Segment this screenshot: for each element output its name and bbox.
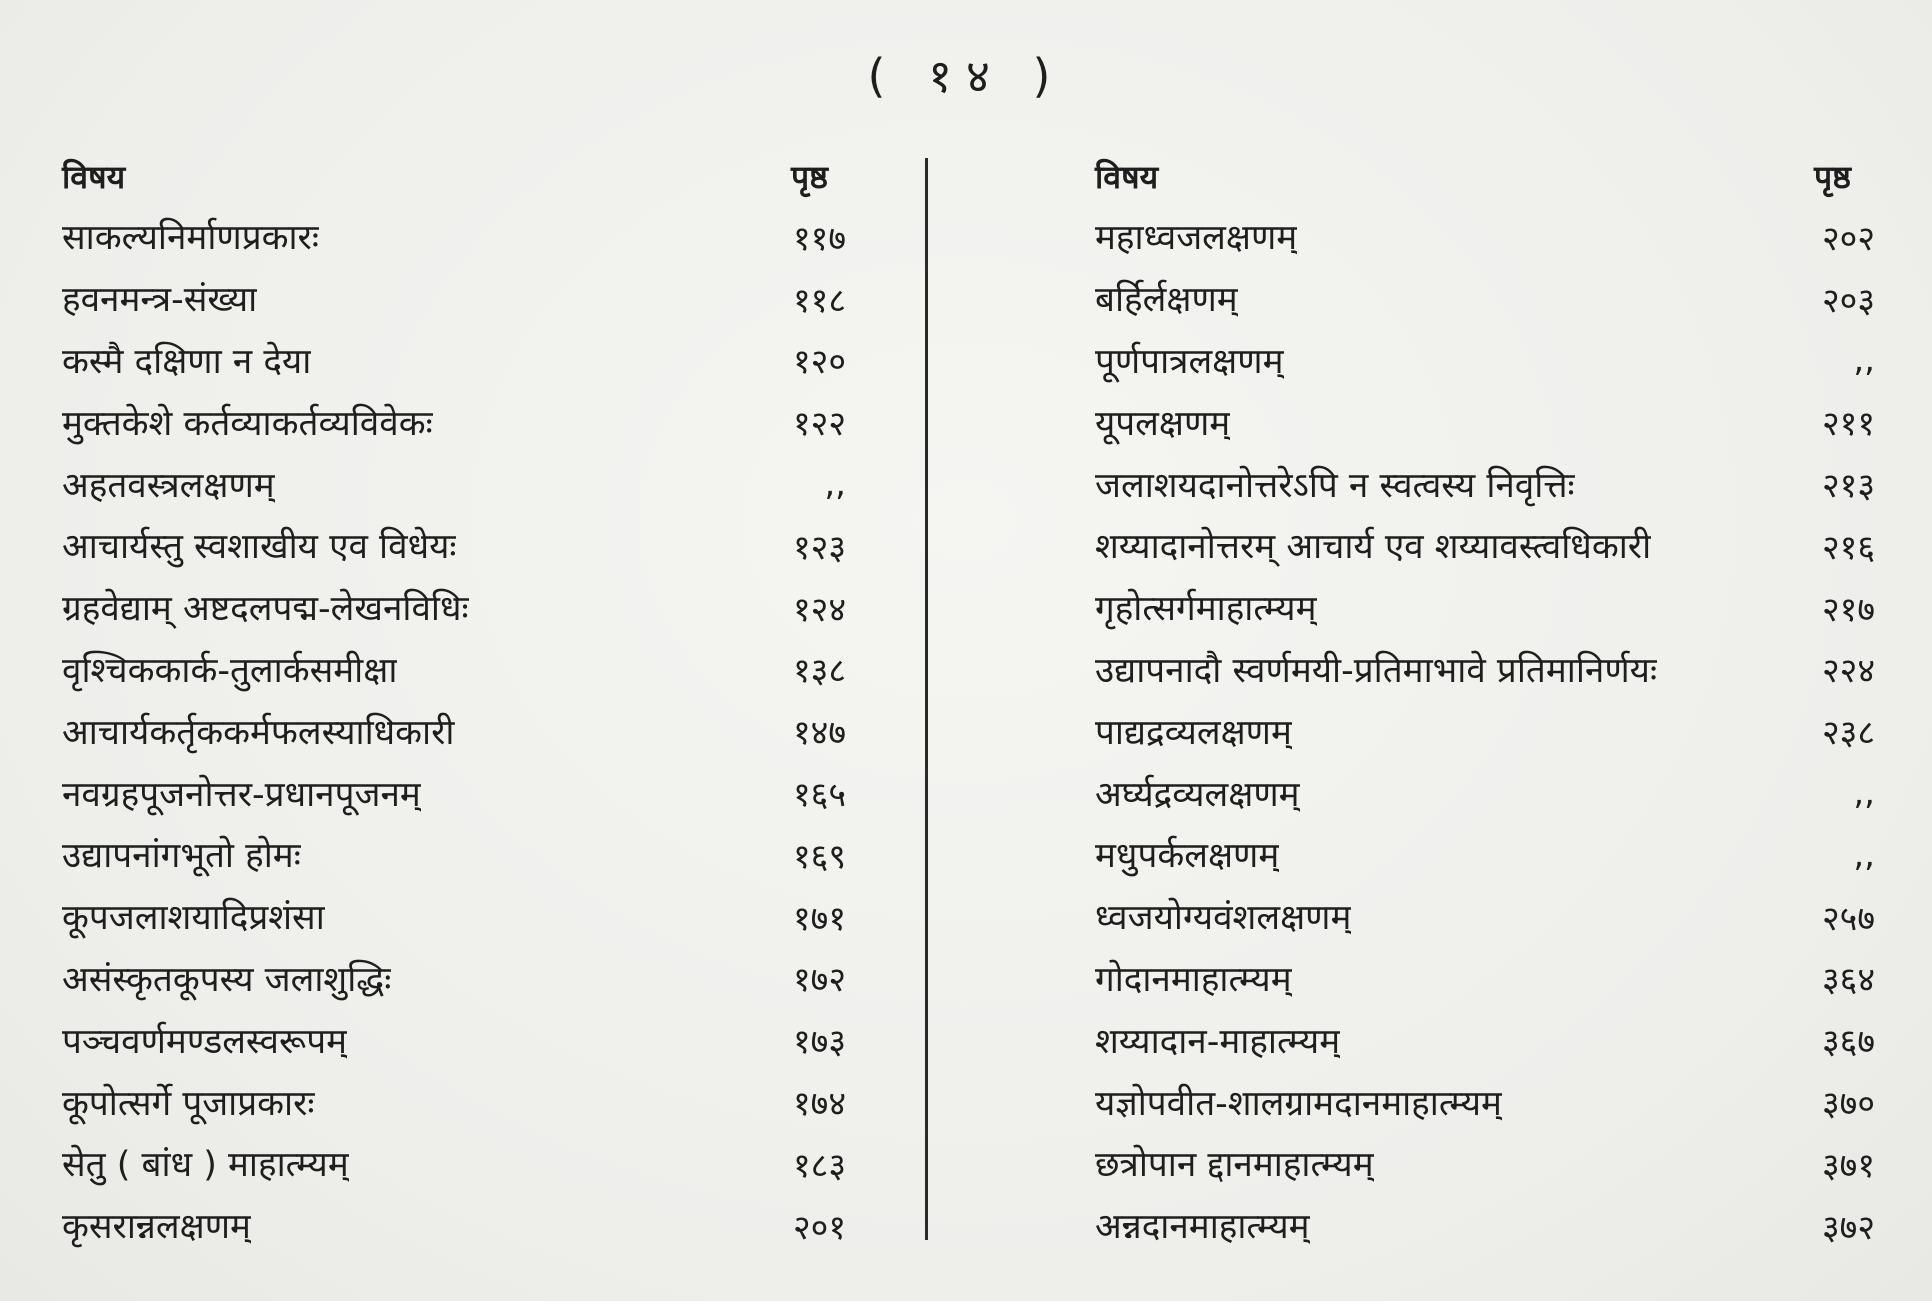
entry-topic: शय्यादानोत्तरम् आचार्य एव शय्यावस्त्वधिकारी <box>1095 527 1652 568</box>
entry-topic: यूपलक्षणम् <box>1095 403 1231 444</box>
entry-topic: अर्घ्यद्रव्यलक्षणम् <box>1095 774 1300 815</box>
contents-entry <box>62 1195 852 1257</box>
entry-topic: सेतु ( बांध ) माहात्म्यम् <box>62 1145 349 1186</box>
contents-entry <box>62 206 852 268</box>
contents-entry <box>62 639 852 701</box>
contents-entry <box>1095 762 1875 824</box>
contents-entry <box>62 391 852 453</box>
entry-topic: बर्हिर्लक्षणम् <box>1095 280 1238 321</box>
entry-page-number: २१६ <box>1821 527 1875 568</box>
contents-entry <box>1095 1133 1875 1195</box>
entry-topic: गृहोत्सर्गमाहात्म्यम् <box>1095 589 1317 630</box>
entry-page-number: २१३ <box>1821 466 1875 507</box>
entry-page-number: १२४ <box>792 589 846 630</box>
contents-entry <box>1095 206 1875 268</box>
entry-page-number: २५७ <box>1821 898 1875 939</box>
entry-page-number: १२२ <box>792 404 846 445</box>
entry-topic: नवग्रहपूजनोत्तर-प्रधानपूजनम् <box>62 774 421 815</box>
contents-entry <box>62 886 852 948</box>
contents-entry <box>62 1133 852 1195</box>
entry-topic: कूपजलाशयादिप्रशंसा <box>62 898 325 939</box>
entry-page-number: १६९ <box>792 836 846 877</box>
entry-page-number: १७४ <box>792 1084 846 1125</box>
entry-topic: आचार्यस्तु स्वशाखीय एव विधेयः <box>62 527 457 568</box>
entry-topic: ध्वजयोग्यवंशलक्षणम् <box>1095 898 1352 939</box>
header-topic-label: विषय <box>62 158 126 196</box>
entry-page-number: १८३ <box>792 1145 846 1186</box>
entry-topic: पाद्यद्रव्यलक्षणम् <box>1095 712 1292 753</box>
contents-entry <box>62 824 852 886</box>
contents-column-left <box>62 148 852 1257</box>
entry-topic: पूर्णपात्रलक्षणम् <box>1095 341 1284 382</box>
entry-page-number: १७३ <box>792 1022 846 1063</box>
entry-page-number: १४७ <box>792 713 846 754</box>
entry-page-number: २२४ <box>1821 651 1875 692</box>
header-page-label: पृष्ठ <box>1813 158 1851 196</box>
contents-entry <box>62 515 852 577</box>
entry-topic: उद्यापनादौ स्वर्णमयी-प्रतिमाभावे प्रतिमानिर्णयः <box>1095 650 1658 691</box>
contents-entry <box>1095 453 1875 515</box>
entry-topic: मुक्तकेशे कर्तव्याकर्तव्यविवेकः <box>62 403 433 444</box>
entry-topic: यज्ञोपवीत-शालग्रामदानमाहात्म्यम् <box>1095 1083 1502 1124</box>
contents-column-right <box>1095 148 1875 1257</box>
contents-entry <box>1095 515 1875 577</box>
contents-entry <box>62 330 852 392</box>
contents-entry <box>1095 577 1875 639</box>
entry-topic: हवनमन्त्र-संख्या <box>62 280 258 321</box>
contents-list-right <box>1095 206 1875 1257</box>
entry-page-number: ३७२ <box>1821 1207 1875 1248</box>
contents-entry <box>62 268 852 330</box>
entry-page-number: ३७१ <box>1821 1145 1875 1186</box>
contents-entry <box>62 1009 852 1071</box>
entry-page-number: २३८ <box>1821 713 1875 754</box>
entry-topic: छत्रोपान द्दानमाहात्म्यम् <box>1095 1145 1374 1186</box>
contents-entry <box>1095 1195 1875 1257</box>
entry-topic: कृसरान्नलक्षणम् <box>62 1207 251 1248</box>
entry-page-number: ११८ <box>792 280 846 321</box>
entry-page-number: २११ <box>1821 404 1875 445</box>
entry-page-number: २१७ <box>1821 589 1875 630</box>
entry-topic: उद्यापनांगभूतो होमः <box>62 836 301 877</box>
contents-entry <box>62 700 852 762</box>
entry-page-number: १७२ <box>792 960 846 1001</box>
contents-entry <box>1095 948 1875 1010</box>
contents-entry <box>62 577 852 639</box>
entry-page-number: २०१ <box>792 1207 846 1248</box>
contents-entry <box>1095 1009 1875 1071</box>
entry-page-number: ,, <box>1853 340 1875 381</box>
entry-page-number: २०२ <box>1821 218 1875 259</box>
contents-entry <box>1095 391 1875 453</box>
entry-page-number: २०३ <box>1821 280 1875 321</box>
entry-topic: अहतवस्त्रलक्षणम् <box>62 465 275 506</box>
column-divider <box>925 158 928 1240</box>
entry-topic: पञ्चवर्णमण्डलस्वरूपम् <box>62 1021 348 1062</box>
page-number: ( १४ ) <box>867 49 1065 103</box>
contents-list-left <box>62 206 852 1257</box>
entry-page-number: ,, <box>824 464 846 505</box>
contents-entry <box>1095 1071 1875 1133</box>
entry-topic: ग्रहवेद्याम् अष्टदलपद्म-लेखनविधिः <box>62 589 469 630</box>
entry-page-number: ,, <box>1853 834 1875 875</box>
entry-topic: शय्यादान-माहात्म्यम् <box>1095 1021 1341 1062</box>
entry-topic: आचार्यकर्तृककर्मफलस्याधिकारी <box>62 712 455 753</box>
entry-topic: जलाशयदानोत्तरेऽपि न स्वत्वस्य निवृत्तिः <box>1095 465 1575 506</box>
entry-topic: मधुपर्कलक्षणम् <box>1095 836 1280 877</box>
contents-entry <box>62 1071 852 1133</box>
entry-topic: वृश्चिककार्क-तुलार्कसमीक्षा <box>62 650 398 691</box>
entry-topic: महाध्वजलक्षणम् <box>1095 218 1298 259</box>
contents-entry <box>62 453 852 515</box>
entry-page-number: ११७ <box>792 218 846 259</box>
entry-page-number: ३६४ <box>1821 960 1875 1001</box>
entry-page-number: १२० <box>792 342 846 383</box>
entry-topic: साकल्यनिर्माणप्रकारः <box>62 218 319 259</box>
column-header-left <box>62 148 852 198</box>
contents-entry <box>62 762 852 824</box>
contents-entry <box>1095 268 1875 330</box>
header-topic-label: विषय <box>1095 158 1159 196</box>
contents-entry <box>1095 330 1875 392</box>
contents-entry <box>1095 700 1875 762</box>
entry-topic: अन्नदानमाहात्म्यम् <box>1095 1207 1310 1248</box>
contents-entry <box>1095 824 1875 886</box>
entry-topic: गोदानमाहात्म्यम् <box>1095 959 1292 1000</box>
entry-topic: कूपोत्सर्गे पूजाप्रकारः <box>62 1083 315 1124</box>
entry-page-number: १२३ <box>792 527 846 568</box>
header-page-label: पृष्ठ <box>790 158 828 196</box>
entry-topic: असंस्कृतकूपस्य जलाशुद्धिः <box>62 959 392 1000</box>
entry-page-number: १६५ <box>792 775 846 816</box>
entry-topic: कस्मै दक्षिणा न देया <box>62 341 312 382</box>
entry-page-number: १३८ <box>792 651 846 692</box>
contents-entry <box>1095 886 1875 948</box>
entry-page-number: १७१ <box>792 898 846 939</box>
entry-page-number: ३६७ <box>1821 1022 1875 1063</box>
contents-entry <box>62 948 852 1010</box>
entry-page-number: ,, <box>1853 773 1875 814</box>
entry-page-number: ३७० <box>1821 1084 1875 1125</box>
contents-entry <box>1095 639 1875 701</box>
column-header-right <box>1095 148 1875 198</box>
